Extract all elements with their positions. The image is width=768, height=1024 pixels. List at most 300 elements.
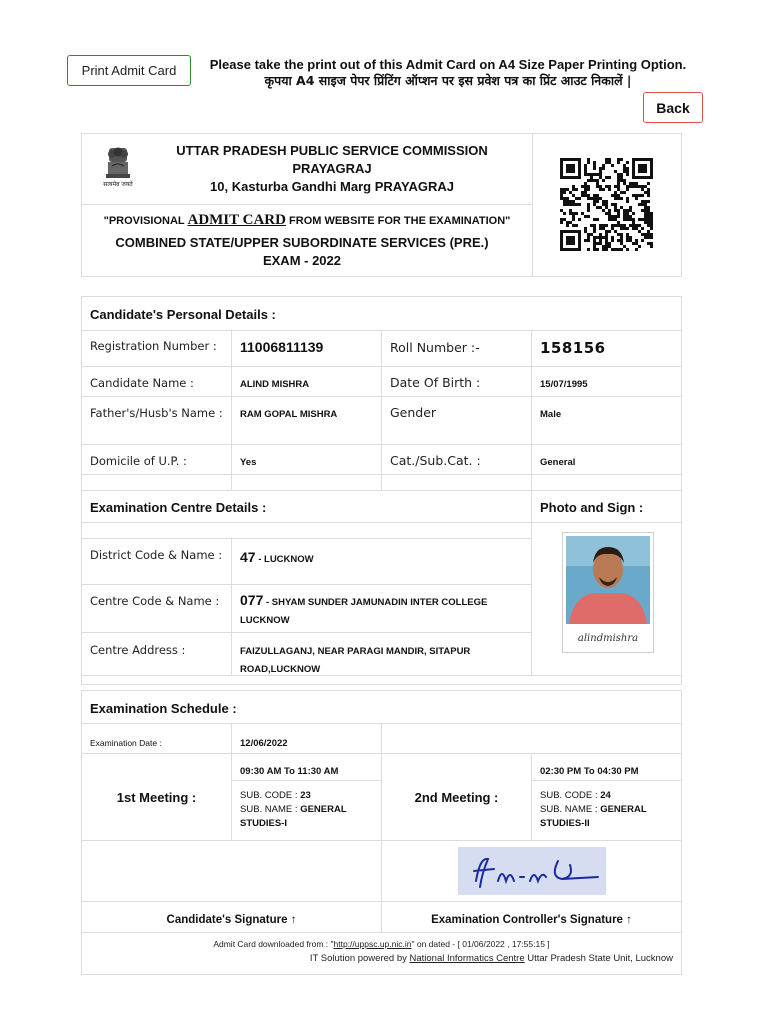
nic-link[interactable]: National Informatics Centre xyxy=(409,953,525,964)
qr-module xyxy=(602,179,605,182)
qr-module xyxy=(596,236,599,239)
download-info xyxy=(82,939,681,949)
qr-module xyxy=(626,233,629,236)
qr-module xyxy=(587,188,590,191)
spacer-row xyxy=(82,523,532,539)
qr-module xyxy=(587,173,590,176)
qr-module xyxy=(641,188,644,191)
qr-module xyxy=(608,158,611,161)
qr-module xyxy=(608,230,611,233)
qr-module xyxy=(647,209,650,212)
qr-module xyxy=(617,158,620,161)
header-info xyxy=(82,134,533,276)
qr-module xyxy=(572,203,575,206)
qr-module xyxy=(587,206,590,209)
qr-module xyxy=(644,200,647,203)
download-suffix: " on dated - [ 01/06/2022 , 17:55:15 ] xyxy=(411,939,550,949)
qr-module xyxy=(605,236,608,239)
qr-module xyxy=(614,185,617,188)
qr-module xyxy=(641,209,644,212)
qr-module xyxy=(593,179,596,182)
org-line-3: 10, Kasturba Gandhi Marg PRAYAGRAJ xyxy=(210,179,454,194)
qr-module xyxy=(581,191,584,194)
qr-module xyxy=(644,218,647,221)
qr-module xyxy=(620,173,623,176)
qr-module xyxy=(623,179,626,182)
domicile-label: Domicile of U.P. : xyxy=(90,454,187,468)
print-instruction xyxy=(198,57,698,89)
qr-module xyxy=(566,224,569,227)
qr-module xyxy=(614,215,617,218)
emblem-caption: सत्यमेव जयते xyxy=(103,181,133,188)
qr-module xyxy=(602,209,605,212)
meeting2-subject xyxy=(532,781,681,839)
qr-module xyxy=(587,197,590,200)
back-button[interactable]: Back xyxy=(643,92,703,123)
qr-module xyxy=(629,236,632,239)
qr-module xyxy=(566,221,569,224)
qr-module xyxy=(593,167,596,170)
qr-module xyxy=(626,218,629,221)
qr-module xyxy=(614,194,617,197)
qr-module xyxy=(605,158,608,161)
qr-module xyxy=(569,200,572,203)
qr-module xyxy=(620,197,623,200)
qr-module xyxy=(608,161,611,164)
qr-module xyxy=(644,203,647,206)
qr-module xyxy=(605,224,608,227)
qr-module xyxy=(626,161,629,164)
qr-module xyxy=(593,230,596,233)
schedule-card xyxy=(81,690,682,975)
qr-module xyxy=(641,200,644,203)
meeting1-time: 09:30 AM To 11:30 AM xyxy=(240,766,339,777)
centre-code: 077 xyxy=(240,592,264,608)
qr-module xyxy=(626,170,629,173)
instruction-english: Please take the print out of this Admit Card on A4 Size Paper Printing Option. xyxy=(209,57,687,72)
qr-module xyxy=(617,221,620,224)
qr-module xyxy=(632,221,635,224)
qr-module xyxy=(596,197,599,200)
qr-module xyxy=(563,212,566,215)
qr-module xyxy=(605,185,608,188)
category-label: Cat./Sub.Cat. : xyxy=(390,453,481,468)
district-name: - LUCKNOW xyxy=(255,554,314,565)
qr-module xyxy=(614,218,617,221)
qr-module xyxy=(572,188,575,191)
schedule-title: Examination Schedule : xyxy=(90,701,237,716)
qr-module xyxy=(614,209,617,212)
qr-module xyxy=(620,233,623,236)
centre-value xyxy=(240,592,488,626)
qr-module xyxy=(641,203,644,206)
qr-module xyxy=(647,218,650,221)
qr-module xyxy=(632,185,635,188)
table-row xyxy=(82,585,532,633)
qr-module xyxy=(605,242,608,245)
qr-module xyxy=(638,185,641,188)
qr-module xyxy=(617,185,620,188)
qr-module xyxy=(596,242,599,245)
qr-module xyxy=(620,242,623,245)
powered-prefix: IT Solution powered by xyxy=(309,953,410,964)
qr-module xyxy=(635,248,638,251)
qr-module xyxy=(566,188,569,191)
qr-module xyxy=(602,224,605,227)
domicile-value: Yes xyxy=(240,457,257,468)
qr-module xyxy=(581,185,584,188)
meetings-row xyxy=(82,754,681,841)
qr-module xyxy=(584,227,587,230)
table-row xyxy=(82,445,681,475)
qr-module xyxy=(581,194,584,197)
qr-module xyxy=(650,236,653,239)
qr-module xyxy=(611,215,614,218)
qr-module xyxy=(599,188,602,191)
qr-module xyxy=(563,203,566,206)
qr-module xyxy=(626,212,629,215)
qr-module xyxy=(647,224,650,227)
meeting1-code-label: SUB. CODE : xyxy=(240,790,301,801)
qr-module xyxy=(620,248,623,251)
qr-module xyxy=(587,185,590,188)
qr-module xyxy=(593,218,596,221)
admit-card-header xyxy=(81,133,682,277)
qr-module xyxy=(617,239,620,242)
qr-module xyxy=(599,242,602,245)
qr-module xyxy=(617,248,620,251)
qr-module xyxy=(590,179,593,182)
qr-module xyxy=(566,203,569,206)
qr-module xyxy=(617,215,620,218)
qr-module xyxy=(611,239,614,242)
table-row xyxy=(82,397,681,445)
qr-module xyxy=(635,185,638,188)
qr-module xyxy=(596,173,599,176)
qr-module xyxy=(563,188,566,191)
qr-module xyxy=(629,182,632,185)
qr-module xyxy=(593,173,596,176)
qr-module xyxy=(626,197,629,200)
qr-module xyxy=(560,209,563,212)
qr-module xyxy=(626,239,629,242)
meeting1-code: 23 xyxy=(300,790,311,801)
qr-module xyxy=(596,206,599,209)
qr-module xyxy=(599,167,602,170)
org-line-1: UTTAR PRADESH PUBLIC SERVICE COMMISSION xyxy=(176,143,488,158)
schedule-heading-row xyxy=(82,691,681,724)
qr-module xyxy=(599,197,602,200)
qr-module xyxy=(623,245,626,248)
qr-module xyxy=(644,206,647,209)
qr-module xyxy=(602,236,605,239)
exam-line-2: EXAM - 2022 xyxy=(262,253,342,268)
qr-module xyxy=(590,233,593,236)
qr-module xyxy=(560,194,563,197)
district-code: 47 xyxy=(240,549,256,565)
signature-row xyxy=(82,841,681,902)
personal-details-title: Candidate's Personal Details : xyxy=(90,307,276,322)
qr-module xyxy=(620,224,623,227)
qr-module xyxy=(647,230,650,233)
qr-module xyxy=(626,227,629,230)
qr-module xyxy=(617,233,620,236)
qr-module xyxy=(644,212,647,215)
qr-module xyxy=(650,242,653,245)
qr-module xyxy=(614,230,617,233)
qr-module xyxy=(617,197,620,200)
qr-module xyxy=(641,218,644,221)
qr-module xyxy=(608,188,611,191)
qr-module xyxy=(584,167,587,170)
qr-module xyxy=(641,185,644,188)
qr-module xyxy=(632,224,635,227)
qr-module xyxy=(605,161,608,164)
qr-module xyxy=(611,203,614,206)
photo-sign-title: Photo and Sign : xyxy=(540,500,644,515)
table-row xyxy=(82,331,681,367)
qr-module xyxy=(575,212,578,215)
qr-module xyxy=(614,206,617,209)
qr-module xyxy=(647,188,650,191)
qr-module xyxy=(644,221,647,224)
registration-label: Registration Number : xyxy=(90,339,217,353)
qr-module xyxy=(584,215,587,218)
qr-module xyxy=(593,197,596,200)
qr-module xyxy=(650,218,653,221)
qr-module xyxy=(617,194,620,197)
exam-date-label: Examination Date : xyxy=(90,738,162,748)
qr-module xyxy=(644,191,647,194)
qr-module xyxy=(650,227,653,230)
table-row xyxy=(82,539,532,585)
qr-module xyxy=(629,185,632,188)
qr-module xyxy=(647,194,650,197)
qr-module xyxy=(563,200,566,203)
qr-module xyxy=(644,236,647,239)
qr-module xyxy=(596,248,599,251)
qr-module xyxy=(647,221,650,224)
qr-module xyxy=(578,203,581,206)
qr-module xyxy=(587,179,590,182)
centre-details-title: Examination Centre Details : xyxy=(90,500,267,515)
qr-module xyxy=(647,206,650,209)
qr-module xyxy=(650,233,653,236)
controller-signature-label: Examination Controller's Signature ↑ xyxy=(431,914,632,926)
qr-module xyxy=(578,197,581,200)
qr-module xyxy=(635,182,638,185)
qr-module xyxy=(614,191,617,194)
qr-module xyxy=(611,227,614,230)
qr-module xyxy=(647,212,650,215)
qr-module xyxy=(641,233,644,236)
qr-code-icon xyxy=(558,158,656,251)
qr-module xyxy=(602,227,605,230)
national-emblem-icon xyxy=(96,144,140,200)
dob-value: 15/07/1995 xyxy=(540,379,588,390)
qr-module xyxy=(608,242,611,245)
meeting2-label: 2nd Meeting : xyxy=(414,789,499,805)
qr-module xyxy=(623,167,626,170)
registration-value: 11006811139 xyxy=(240,339,324,355)
qr-module xyxy=(620,239,623,242)
qr-module xyxy=(587,161,590,164)
qr-module xyxy=(605,233,608,236)
qr-module xyxy=(617,173,620,176)
qr-module xyxy=(611,224,614,227)
qr-module xyxy=(638,203,641,206)
qr-module xyxy=(572,194,575,197)
qr-module xyxy=(587,239,590,242)
table-row xyxy=(82,367,681,397)
exam-name xyxy=(92,234,512,270)
qr-module xyxy=(635,224,638,227)
qr-module xyxy=(596,218,599,221)
qr-module xyxy=(602,188,605,191)
qr-module xyxy=(560,197,563,200)
address-label: Centre Address : xyxy=(90,643,186,657)
qr-module xyxy=(599,233,602,236)
qr-module xyxy=(638,224,641,227)
candidate-name-value: ALIND MISHRA xyxy=(240,379,310,390)
qr-module xyxy=(587,248,590,251)
qr-module xyxy=(593,236,596,239)
qr-module xyxy=(629,209,632,212)
qr-module xyxy=(647,233,650,236)
qr-module xyxy=(620,227,623,230)
prov-open: "PROVISIONAL xyxy=(103,215,188,227)
powered-by xyxy=(310,953,673,964)
table-row xyxy=(82,724,681,754)
qr-module xyxy=(590,224,593,227)
qr-module xyxy=(650,245,653,248)
org-line-2: PRAYAGRAJ xyxy=(292,161,372,176)
qr-module xyxy=(593,227,596,230)
meeting1-name-label: SUB. NAME : xyxy=(240,804,301,815)
print-admit-card-button[interactable]: Print Admit Card xyxy=(67,55,191,86)
qr-module xyxy=(629,215,632,218)
qr-module xyxy=(584,191,587,194)
qr-module xyxy=(632,194,635,197)
footer xyxy=(82,933,681,973)
qr-module xyxy=(611,164,614,167)
qr-module xyxy=(650,221,653,224)
qr-module xyxy=(635,227,638,230)
signature-labels-row xyxy=(82,902,681,933)
qr-module xyxy=(638,245,641,248)
qr-module xyxy=(632,182,635,185)
qr-module xyxy=(560,188,563,191)
qr-module xyxy=(569,191,572,194)
qr-module xyxy=(617,224,620,227)
qr-module xyxy=(584,194,587,197)
qr-module xyxy=(626,185,629,188)
qr-module xyxy=(575,224,578,227)
qr-module xyxy=(626,209,629,212)
download-url-link[interactable]: http://uppsc.up.nic.in xyxy=(333,939,412,949)
qr-module xyxy=(575,197,578,200)
qr-module xyxy=(602,248,605,251)
qr-module xyxy=(563,191,566,194)
dob-label: Date Of Birth : xyxy=(390,375,481,390)
centre-heading-row xyxy=(82,491,681,523)
qr-module xyxy=(647,200,650,203)
qr-module xyxy=(626,167,629,170)
qr-module xyxy=(629,206,632,209)
qr-module xyxy=(617,209,620,212)
qr-module xyxy=(623,227,626,230)
qr-module xyxy=(602,164,605,167)
qr-module xyxy=(584,182,587,185)
qr-module xyxy=(626,200,629,203)
qr-module xyxy=(596,179,599,182)
qr-module xyxy=(629,224,632,227)
qr-module xyxy=(617,212,620,215)
qr-module xyxy=(590,197,593,200)
qr-module xyxy=(623,224,626,227)
qr-module xyxy=(572,185,575,188)
centre-name: - SHYAM SUNDER JAMUNADIN INTER COLLEGE LUCKNOW xyxy=(240,597,488,626)
qr-module xyxy=(635,194,638,197)
qr-module xyxy=(605,200,608,203)
qr-module xyxy=(584,239,587,242)
candidate-photo-image xyxy=(563,533,653,652)
spacer-row xyxy=(82,475,681,491)
qr-module xyxy=(584,173,587,176)
qr-module xyxy=(608,209,611,212)
qr-module xyxy=(566,200,569,203)
qr-module xyxy=(608,218,611,221)
qr-module xyxy=(587,209,590,212)
qr-module xyxy=(632,242,635,245)
qr-module xyxy=(584,188,587,191)
roll-number-label: Roll Number :- xyxy=(390,340,480,355)
qr-module xyxy=(647,182,650,185)
qr-module xyxy=(617,161,620,164)
qr-module xyxy=(650,212,653,215)
father-name-label: Father's/Husb's Name : xyxy=(90,406,223,420)
qr-module xyxy=(608,215,611,218)
qr-module xyxy=(593,239,596,242)
qr-module xyxy=(602,203,605,206)
qr-module xyxy=(590,176,593,179)
address-value: FAIZULLAGANJ, NEAR PARAGI MANDIR, SITAPUR ROAD,LUCKNOW xyxy=(240,646,471,675)
qr-module xyxy=(566,197,569,200)
qr-module xyxy=(593,242,596,245)
qr-module xyxy=(569,221,572,224)
qr-module xyxy=(599,176,602,179)
qr-module xyxy=(593,224,596,227)
admit-card-label: ADMIT CARD xyxy=(187,212,286,228)
qr-module xyxy=(596,182,599,185)
qr-module xyxy=(605,203,608,206)
qr-module xyxy=(611,236,614,239)
qr-finder xyxy=(566,164,575,173)
qr-module xyxy=(632,227,635,230)
qr-module xyxy=(590,173,593,176)
qr-module xyxy=(647,191,650,194)
qr-module xyxy=(638,218,641,221)
qr-module xyxy=(605,212,608,215)
qr-module xyxy=(572,200,575,203)
qr-module xyxy=(593,194,596,197)
qr-module xyxy=(611,248,614,251)
qr-module xyxy=(608,185,611,188)
powered-suffix: Uttar Pradesh State Unit, Lucknow xyxy=(524,953,673,964)
qr-module xyxy=(644,185,647,188)
qr-module xyxy=(587,158,590,161)
exam-line-1: COMBINED STATE/UPPER SUBORDINATE SERVICES (PRE.) xyxy=(115,235,489,250)
